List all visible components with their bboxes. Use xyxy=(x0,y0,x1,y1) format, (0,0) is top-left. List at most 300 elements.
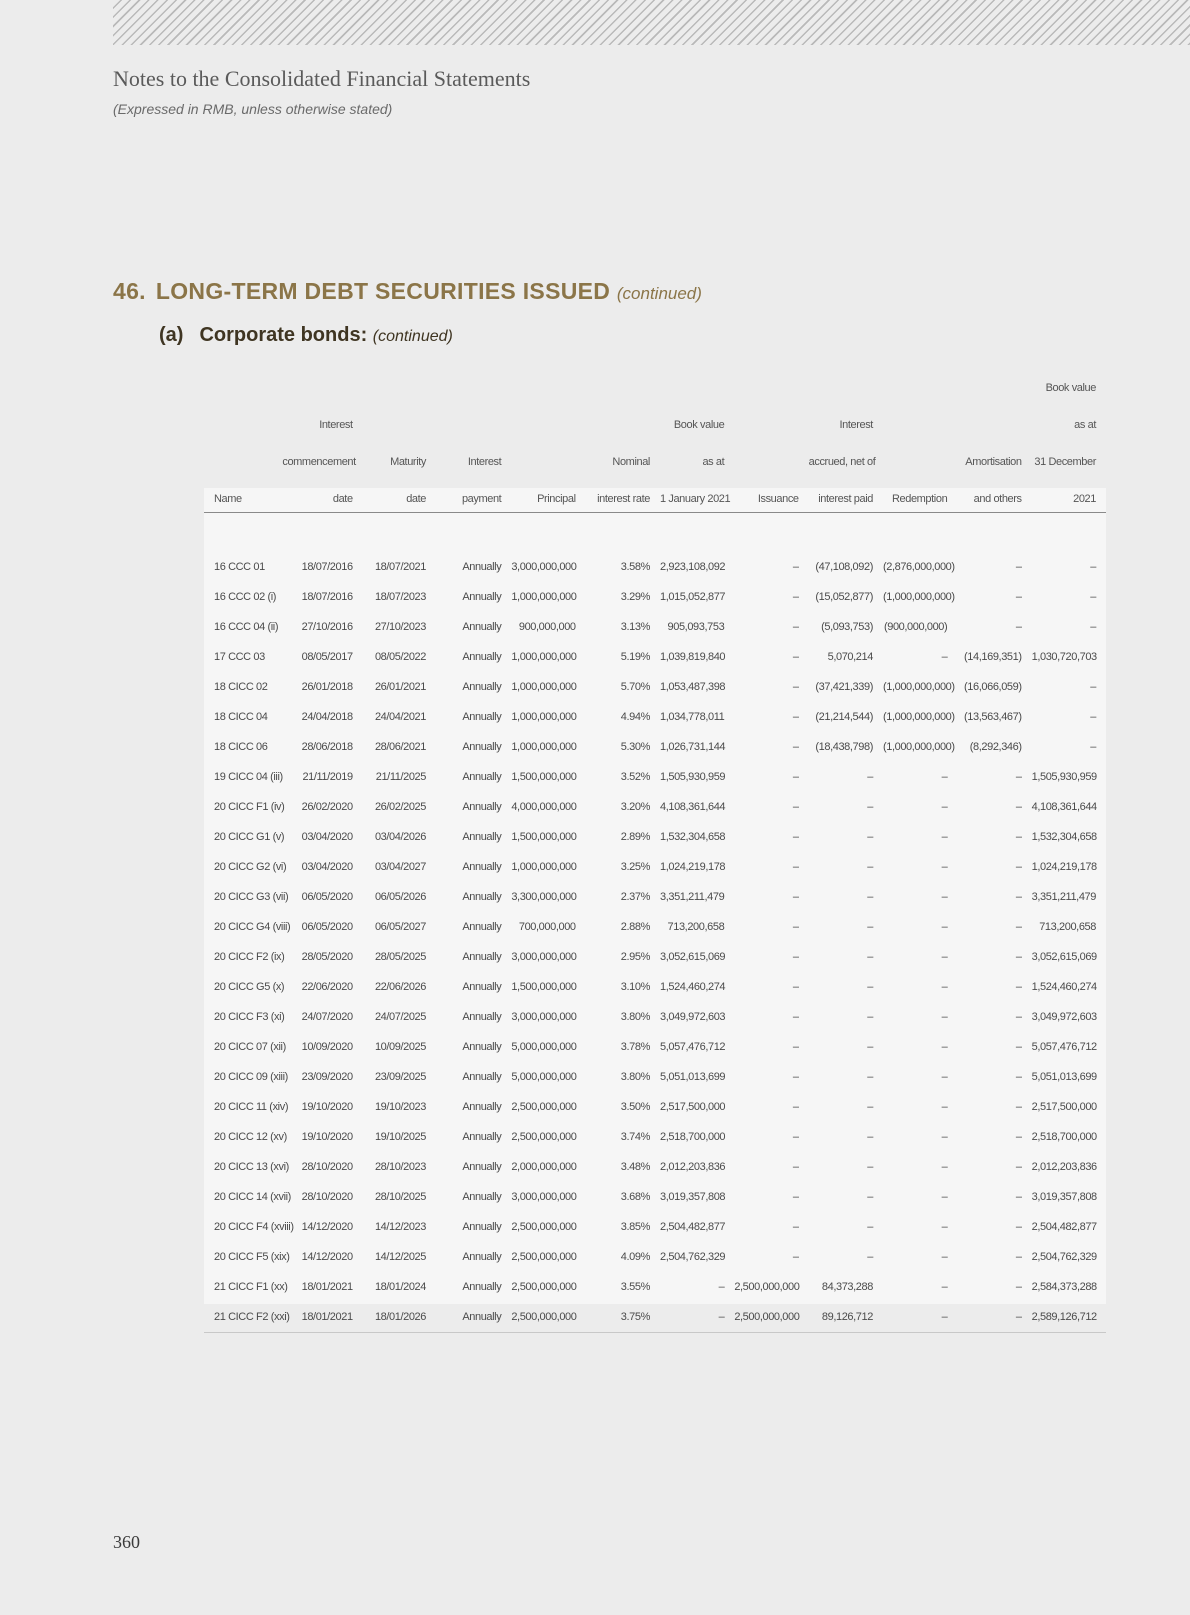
cell-redemption: – xyxy=(941,891,948,903)
cell-maturity-date: 28/06/2021 xyxy=(374,741,426,753)
cell-amortisation-and-others: – xyxy=(1015,1041,1022,1053)
cell-name: 18 CICC 02 xyxy=(214,681,268,693)
cell-principal: 2,500,000,000 xyxy=(511,1131,577,1143)
cell-book-value-31-dec-2021: – xyxy=(1090,561,1096,573)
cell-amortisation-and-others: – xyxy=(1015,1281,1022,1293)
column-header-interest-payment: payment xyxy=(436,475,511,513)
cell-amortisation-and-others: – xyxy=(1015,1071,1022,1083)
cell-interest-accrued-net: – xyxy=(867,801,873,813)
cell-maturity-date: 19/10/2023 xyxy=(374,1101,426,1113)
table-row xyxy=(204,702,1106,732)
cell-maturity-date: 28/10/2025 xyxy=(374,1191,426,1203)
column-header-book-value-1-jan-2021: Book value xyxy=(673,419,725,431)
cell-amortisation-and-others: – xyxy=(957,1302,1031,1333)
cell-interest-commencement-date: 18/07/2016 xyxy=(301,591,353,603)
column-header-issuance: Issuance xyxy=(734,475,808,513)
cell-name: 16 CCC 04 (ii) xyxy=(214,621,279,633)
cell-interest-payment: Annually xyxy=(462,1281,502,1293)
cell-book-value-31-dec-2021: – xyxy=(1090,681,1096,693)
cell-issuance: – xyxy=(792,681,799,693)
table-row xyxy=(204,792,1106,822)
cell-book-value-31-dec-2021: 5,057,476,712 xyxy=(1031,1041,1097,1053)
table-spacer-row xyxy=(204,513,1106,553)
cell-maturity-date: 24/04/2021 xyxy=(374,711,426,723)
cell-interest-commencement-date: 08/05/2017 xyxy=(301,651,353,663)
column-header-book-value-31-dec-2021: 31 December xyxy=(1034,456,1096,468)
column-header-maturity-date: Maturity xyxy=(390,456,426,468)
cell-principal: 2,500,000,000 xyxy=(511,1302,585,1333)
running-header-subtitle: (Expressed in RMB, unless otherwise stated) xyxy=(113,101,393,117)
cell-book-value-1-jan-2021: 2,923,108,092 xyxy=(659,561,726,573)
cell-interest-accrued-net: (37,421,339) xyxy=(815,681,873,693)
cell-issuance: – xyxy=(792,861,799,873)
cell-principal: 3,000,000,000 xyxy=(511,561,577,573)
cell-amortisation-and-others: (16,066,059) xyxy=(964,681,1022,693)
cell-book-value-31-dec-2021: 2,518,700,000 xyxy=(1031,1131,1097,1143)
cell-amortisation-and-others: (13,563,467) xyxy=(964,711,1022,723)
cell-nominal-interest-rate: 5.70% xyxy=(620,681,650,693)
cell-issuance: – xyxy=(792,801,799,813)
column-header-book-value-31-dec-2021: 2021 xyxy=(1032,475,1106,513)
cell-interest-payment: Annually xyxy=(462,1131,502,1143)
cell-book-value-1-jan-2021: 1,505,930,959 xyxy=(659,771,726,783)
table-row xyxy=(204,1272,1106,1302)
column-header-book-value-1-jan-2021: as at xyxy=(702,456,725,468)
cell-nominal-interest-rate: 3.50% xyxy=(620,1101,650,1113)
cell-nominal-interest-rate: 3.48% xyxy=(620,1161,650,1173)
cell-nominal-interest-rate: 3.58% xyxy=(620,561,650,573)
cell-interest-commencement-date: 28/06/2018 xyxy=(301,741,353,753)
cell-interest-payment: Annually xyxy=(462,1101,502,1113)
cell-interest-payment: Annually xyxy=(462,1221,502,1233)
table-row xyxy=(204,732,1106,762)
cell-issuance: – xyxy=(792,951,799,963)
header-row xyxy=(204,364,1106,401)
cell-maturity-date: 14/12/2023 xyxy=(374,1221,426,1233)
cell-maturity-date: 18/01/2026 xyxy=(363,1302,436,1333)
column-header-book-value-1-jan-2021: 1 January 2021 xyxy=(660,475,734,513)
column-header-issuance xyxy=(734,401,808,438)
cell-nominal-interest-rate: 3.25% xyxy=(620,861,650,873)
cell-redemption: – xyxy=(941,981,948,993)
cell-redemption: – xyxy=(941,1011,948,1023)
cell-book-value-1-jan-2021: – xyxy=(718,1281,725,1293)
cell-redemption: – xyxy=(941,1101,948,1113)
cell-interest-commencement-date: 24/04/2018 xyxy=(301,711,353,723)
cell-interest-payment: Annually xyxy=(462,861,502,873)
column-header-book-value-1-jan-2021 xyxy=(660,364,734,401)
header-row xyxy=(204,401,1106,438)
subsection-label: (a) xyxy=(159,324,184,346)
column-header-interest-payment: Interest xyxy=(467,456,502,468)
cell-maturity-date: 28/05/2025 xyxy=(374,951,426,963)
column-header-amortisation-and-others xyxy=(957,401,1031,438)
column-header-issuance xyxy=(734,364,808,401)
cell-book-value-1-jan-2021: 1,034,778,011 xyxy=(659,711,725,723)
cell-interest-accrued-net: 84,373,288 xyxy=(821,1281,873,1293)
column-header-amortisation-and-others xyxy=(957,364,1031,401)
cell-interest-payment: Annually xyxy=(462,771,502,783)
cell-book-value-1-jan-2021: 4,108,361,644 xyxy=(659,801,726,813)
cell-maturity-date: 18/07/2021 xyxy=(374,561,426,573)
column-header-interest-commencement-date: Interest xyxy=(319,419,353,431)
cell-book-value-31-dec-2021: 3,049,972,603 xyxy=(1031,1011,1097,1023)
column-header-interest-commencement-date: commencement xyxy=(282,456,356,468)
table-header xyxy=(204,364,1106,513)
cell-book-value-1-jan-2021: 1,015,052,877 xyxy=(659,591,726,603)
cell-maturity-date: 14/12/2025 xyxy=(374,1251,426,1263)
cell-maturity-date: 28/10/2023 xyxy=(374,1161,426,1173)
page-number: 360 xyxy=(113,1532,140,1552)
cell-maturity-date: 03/04/2027 xyxy=(374,861,426,873)
cell-interest-commencement-date: 19/10/2020 xyxy=(301,1131,353,1143)
cell-nominal-interest-rate: 4.09% xyxy=(620,1251,650,1263)
cell-nominal-interest-rate: 3.29% xyxy=(620,591,650,603)
cell-issuance: – xyxy=(792,651,799,663)
cell-interest-commencement-date: 14/12/2020 xyxy=(301,1251,353,1263)
table-row xyxy=(204,1092,1106,1122)
cell-name: 20 CICC 14 (xvii) xyxy=(214,1191,291,1203)
header-row xyxy=(204,438,1106,475)
cell-nominal-interest-rate: 5.30% xyxy=(620,741,650,753)
cell-interest-commencement-date: 18/07/2016 xyxy=(301,561,353,573)
cell-redemption: – xyxy=(941,1281,948,1293)
cell-interest-commencement-date: 24/07/2020 xyxy=(301,1011,353,1023)
cell-amortisation-and-others: – xyxy=(1015,1131,1022,1143)
cell-interest-accrued-net: – xyxy=(867,1191,873,1203)
cell-name: 20 CICC F5 (xix) xyxy=(214,1251,290,1263)
cell-name: 20 CICC 09 (xiii) xyxy=(214,1071,288,1083)
cell-book-value-1-jan-2021: 2,504,762,329 xyxy=(659,1251,726,1263)
table-row xyxy=(204,1152,1106,1182)
cell-principal: 2,500,000,000 xyxy=(511,1281,577,1293)
cell-interest-accrued-net: – xyxy=(867,1131,873,1143)
cell-amortisation-and-others: – xyxy=(1015,1011,1022,1023)
cell-redemption: – xyxy=(941,1161,948,1173)
column-header-nominal-interest-rate: Nominal xyxy=(612,456,650,468)
cell-interest-payment: Annually xyxy=(462,741,502,753)
cell-issuance: – xyxy=(792,771,799,783)
cell-maturity-date: 08/05/2022 xyxy=(374,651,426,663)
cell-amortisation-and-others: (14,169,351) xyxy=(964,651,1022,663)
cell-interest-accrued-net: – xyxy=(867,1011,873,1023)
cell-amortisation-and-others: – xyxy=(1015,1191,1022,1203)
cell-principal: 1,500,000,000 xyxy=(511,981,577,993)
cell-principal: 4,000,000,000 xyxy=(511,801,577,813)
cell-book-value-31-dec-2021: 2,584,373,288 xyxy=(1031,1281,1097,1293)
column-header-name xyxy=(204,364,282,401)
cell-interest-payment: Annually xyxy=(462,1191,502,1203)
cell-book-value-31-dec-2021: – xyxy=(1090,621,1096,633)
column-header-name xyxy=(204,401,282,438)
cell-interest-accrued-net: – xyxy=(867,1251,873,1263)
cell-nominal-interest-rate: 3.10% xyxy=(620,981,650,993)
cell-redemption: – xyxy=(941,1041,948,1053)
table-row xyxy=(204,612,1106,642)
table-row xyxy=(204,762,1106,792)
cell-name: 18 CICC 04 xyxy=(214,711,268,723)
cell-interest-payment: Annually xyxy=(462,891,502,903)
cell-book-value-1-jan-2021: 1,524,460,274 xyxy=(659,981,726,993)
cell-book-value-31-dec-2021: 5,051,013,699 xyxy=(1031,1071,1097,1083)
cell-amortisation-and-others: – xyxy=(1015,1221,1022,1233)
cell-interest-accrued-net: – xyxy=(867,831,873,843)
table-row xyxy=(204,912,1106,942)
cell-principal: 1,000,000,000 xyxy=(511,591,577,603)
table-row xyxy=(204,1302,1106,1333)
cell-maturity-date: 24/07/2025 xyxy=(374,1011,426,1023)
cell-amortisation-and-others: – xyxy=(1015,591,1022,603)
cell-principal: 3,000,000,000 xyxy=(511,1011,577,1023)
cell-issuance: – xyxy=(792,741,799,753)
cell-interest-commencement-date: 26/02/2020 xyxy=(301,801,353,813)
cell-interest-commencement-date: 28/10/2020 xyxy=(301,1191,353,1203)
column-header-nominal-interest-rate xyxy=(586,401,660,438)
cell-name: 20 CICC F1 (iv) xyxy=(214,801,285,813)
cell-nominal-interest-rate: 3.80% xyxy=(620,1011,650,1023)
cell-interest-accrued-net: – xyxy=(867,1071,873,1083)
table-row xyxy=(204,1002,1106,1032)
cell-amortisation-and-others: – xyxy=(1015,621,1022,633)
cell-redemption: – xyxy=(941,861,948,873)
cell-redemption: – xyxy=(941,1191,948,1203)
cell-redemption: (1,000,000,000) xyxy=(882,711,955,723)
cell-book-value-1-jan-2021: 905,093,753 xyxy=(667,621,725,633)
cell-interest-accrued-net: – xyxy=(867,1041,873,1053)
cell-principal: 2,500,000,000 xyxy=(511,1251,577,1263)
cell-interest-accrued-net: – xyxy=(867,1161,873,1173)
column-header-book-value-31-dec-2021: as at xyxy=(1074,419,1096,431)
cell-book-value-31-dec-2021: 2,589,126,712 xyxy=(1032,1302,1106,1333)
cell-maturity-date: 18/01/2024 xyxy=(374,1281,426,1293)
cell-interest-payment: Annually xyxy=(462,591,502,603)
table-row xyxy=(204,942,1106,972)
column-header-interest-commencement-date xyxy=(282,364,362,401)
cell-amortisation-and-others: (8,292,346) xyxy=(969,741,1022,753)
cell-name: 20 CICC F2 (ix) xyxy=(214,951,285,963)
cell-book-value-31-dec-2021: – xyxy=(1090,741,1096,753)
cell-name: 20 CICC F3 (xi) xyxy=(214,1011,285,1023)
cell-nominal-interest-rate: 3.55% xyxy=(620,1281,650,1293)
cell-issuance: – xyxy=(792,1191,799,1203)
table-row xyxy=(204,882,1106,912)
cell-principal: 1,500,000,000 xyxy=(511,831,577,843)
cell-principal: 5,000,000,000 xyxy=(511,1071,577,1083)
section-number: 46. xyxy=(113,278,146,304)
cell-interest-commencement-date: 21/11/2019 xyxy=(302,771,353,783)
cell-book-value-1-jan-2021: 3,049,972,603 xyxy=(659,1011,726,1023)
column-header-name: Name xyxy=(204,475,282,513)
cell-nominal-interest-rate: 4.94% xyxy=(620,711,650,723)
cell-interest-commencement-date: 26/01/2018 xyxy=(301,681,353,693)
cell-interest-payment: Annually xyxy=(436,1302,511,1333)
cell-book-value-1-jan-2021: 1,532,304,658 xyxy=(659,831,726,843)
cell-interest-accrued-net: (47,108,092) xyxy=(815,561,873,573)
cell-interest-commencement-date: 10/09/2020 xyxy=(301,1041,353,1053)
cell-redemption: – xyxy=(941,651,948,663)
cell-book-value-31-dec-2021: 4,108,361,644 xyxy=(1031,801,1097,813)
cell-name: 17 CCC 03 xyxy=(214,651,265,663)
column-header-maturity-date: date xyxy=(363,475,436,513)
section-continued: (continued) xyxy=(616,284,702,303)
cell-book-value-1-jan-2021: – xyxy=(660,1302,734,1333)
cell-book-value-1-jan-2021: 1,039,819,840 xyxy=(659,651,726,663)
table-row xyxy=(204,852,1106,882)
cell-interest-payment: Annually xyxy=(462,711,502,723)
cell-interest-commencement-date: 18/01/2021 xyxy=(282,1302,362,1333)
cell-issuance: – xyxy=(792,561,799,573)
cell-issuance: 2,500,000,000 xyxy=(734,1281,800,1293)
cell-amortisation-and-others: – xyxy=(1015,1101,1022,1113)
column-header-name xyxy=(204,438,282,475)
cell-name: 16 CCC 02 (i) xyxy=(214,591,277,603)
cell-issuance: – xyxy=(792,1101,799,1113)
cell-interest-payment: Annually xyxy=(462,831,502,843)
cell-interest-commencement-date: 06/05/2020 xyxy=(301,921,353,933)
cell-interest-commencement-date: 28/05/2020 xyxy=(301,951,353,963)
cell-book-value-31-dec-2021: 3,351,211,479 xyxy=(1031,891,1096,903)
cell-interest-commencement-date: 22/06/2020 xyxy=(301,981,353,993)
cell-book-value-1-jan-2021: 5,051,013,699 xyxy=(659,1071,726,1083)
cell-nominal-interest-rate: 3.80% xyxy=(620,1071,650,1083)
cell-nominal-interest-rate: 2.37% xyxy=(620,891,650,903)
table-row xyxy=(204,972,1106,1002)
cell-interest-accrued-net: – xyxy=(867,891,873,903)
column-header-interest-commencement-date: date xyxy=(282,475,362,513)
subsection-title: Corporate bonds: xyxy=(199,324,368,346)
cell-book-value-1-jan-2021: 2,518,700,000 xyxy=(659,1131,726,1143)
cell-redemption: (1,000,000,000) xyxy=(882,591,955,603)
cell-interest-payment: Annually xyxy=(462,681,502,693)
column-header-redemption: Redemption xyxy=(883,475,957,513)
cell-issuance: – xyxy=(792,711,799,723)
cell-principal: 2,500,000,000 xyxy=(511,1221,577,1233)
cell-name: 20 CICC G4 (viii) xyxy=(214,921,291,933)
cell-issuance: – xyxy=(792,1041,799,1053)
cell-interest-accrued-net: – xyxy=(867,861,873,873)
column-header-interest-payment xyxy=(436,364,511,401)
cell-nominal-interest-rate: 3.68% xyxy=(620,1191,650,1203)
cell-issuance: – xyxy=(792,1071,799,1083)
cell-issuance: – xyxy=(792,1131,799,1143)
cell-book-value-31-dec-2021: 713,200,658 xyxy=(1039,921,1096,933)
cell-maturity-date: 23/09/2025 xyxy=(374,1071,426,1083)
cell-amortisation-and-others: – xyxy=(1015,831,1022,843)
cell-interest-payment: Annually xyxy=(462,621,502,633)
cell-interest-accrued-net: (21,214,544) xyxy=(815,711,873,723)
cell-name: 20 CICC 11 (xiv) xyxy=(214,1101,289,1113)
column-header-nominal-interest-rate: interest rate xyxy=(586,475,660,513)
cell-principal: 1,500,000,000 xyxy=(511,771,577,783)
running-header-title: Notes to the Consolidated Financial Statements xyxy=(113,66,531,91)
cell-name: 20 CICC G5 (x) xyxy=(214,981,285,993)
section-title: LONG-TERM DEBT SECURITIES ISSUED xyxy=(155,278,611,304)
cell-nominal-interest-rate: 3.13% xyxy=(620,621,650,633)
column-header-book-value-31-dec-2021: Book value xyxy=(1045,382,1096,394)
cell-book-value-31-dec-2021: 1,505,930,959 xyxy=(1031,771,1097,783)
column-header-redemption xyxy=(883,401,957,438)
cell-principal: 900,000,000 xyxy=(518,621,576,633)
table-row xyxy=(204,1122,1106,1152)
cell-interest-accrued-net: – xyxy=(867,1101,873,1113)
table-row xyxy=(204,642,1106,672)
column-header-redemption xyxy=(883,438,957,475)
cell-nominal-interest-rate: 2.88% xyxy=(620,921,650,933)
column-header-issuance xyxy=(734,438,808,475)
spacer-cell xyxy=(204,513,1106,553)
cell-redemption: – xyxy=(941,1251,948,1263)
cell-amortisation-and-others: – xyxy=(1015,981,1022,993)
cell-principal: 3,300,000,000 xyxy=(511,891,577,903)
cell-issuance: – xyxy=(792,1221,799,1233)
cell-amortisation-and-others: – xyxy=(1015,801,1022,813)
cell-book-value-31-dec-2021: 3,019,357,808 xyxy=(1031,1191,1097,1203)
cell-redemption: – xyxy=(941,771,948,783)
cell-interest-payment: Annually xyxy=(462,801,502,813)
cell-interest-payment: Annually xyxy=(462,1251,502,1263)
cell-name: 21 CICC F1 (xx) xyxy=(214,1281,288,1293)
cell-redemption: (1,000,000,000) xyxy=(882,741,955,753)
cell-interest-commencement-date: 14/12/2020 xyxy=(301,1221,353,1233)
cell-book-value-1-jan-2021: 2,504,482,877 xyxy=(659,1221,726,1233)
cell-interest-accrued-net: – xyxy=(867,921,873,933)
cell-book-value-1-jan-2021: 2,012,203,836 xyxy=(659,1161,726,1173)
cell-nominal-interest-rate: 5.19% xyxy=(620,651,650,663)
cell-redemption: (900,000,000) xyxy=(883,621,948,633)
cell-issuance: – xyxy=(792,591,799,603)
cell-redemption: – xyxy=(941,921,948,933)
cell-amortisation-and-others: – xyxy=(1015,1251,1022,1263)
cell-maturity-date: 26/01/2021 xyxy=(374,681,426,693)
cell-book-value-1-jan-2021: 3,052,615,069 xyxy=(659,951,726,963)
corporate-bonds-table xyxy=(204,364,1106,1333)
cell-redemption: – xyxy=(883,1302,957,1333)
cell-principal: 1,000,000,000 xyxy=(511,711,577,723)
cell-book-value-1-jan-2021: 1,026,731,144 xyxy=(659,741,726,753)
cell-redemption: – xyxy=(941,1221,948,1233)
column-header-maturity-date xyxy=(363,364,436,401)
cell-interest-payment: Annually xyxy=(462,1041,502,1053)
cell-name: 20 CICC 07 (xii) xyxy=(214,1041,286,1053)
header-row xyxy=(204,475,1106,513)
cell-book-value-1-jan-2021: 1,053,487,398 xyxy=(659,681,726,693)
cell-book-value-1-jan-2021: 3,019,357,808 xyxy=(659,1191,726,1203)
table-row xyxy=(204,672,1106,702)
table-row xyxy=(204,1212,1106,1242)
cell-amortisation-and-others: – xyxy=(1015,561,1022,573)
cell-redemption: – xyxy=(941,1131,948,1143)
cell-book-value-31-dec-2021: – xyxy=(1090,591,1096,603)
cell-nominal-interest-rate: 3.20% xyxy=(620,801,650,813)
cell-interest-accrued-net: 89,126,712 xyxy=(809,1302,883,1333)
cell-book-value-31-dec-2021: 1,024,219,178 xyxy=(1031,861,1097,873)
cell-name: 20 CICC G3 (vii) xyxy=(214,891,289,903)
cell-issuance: 2,500,000,000 xyxy=(734,1302,808,1333)
cell-maturity-date: 10/09/2025 xyxy=(374,1041,426,1053)
cell-interest-payment: Annually xyxy=(462,651,502,663)
table-row xyxy=(204,1032,1106,1062)
cell-book-value-31-dec-2021: 2,504,482,877 xyxy=(1031,1221,1097,1233)
cell-maturity-date: 06/05/2026 xyxy=(374,891,426,903)
column-header-maturity-date xyxy=(363,401,436,438)
cell-issuance: – xyxy=(792,891,799,903)
table-row xyxy=(204,822,1106,852)
cell-interest-payment: Annually xyxy=(462,981,502,993)
cell-interest-payment: Annually xyxy=(462,951,502,963)
cell-nominal-interest-rate: 3.78% xyxy=(620,1041,650,1053)
cell-maturity-date: 03/04/2026 xyxy=(374,831,426,843)
subsection-continued: (continued) xyxy=(372,328,453,345)
